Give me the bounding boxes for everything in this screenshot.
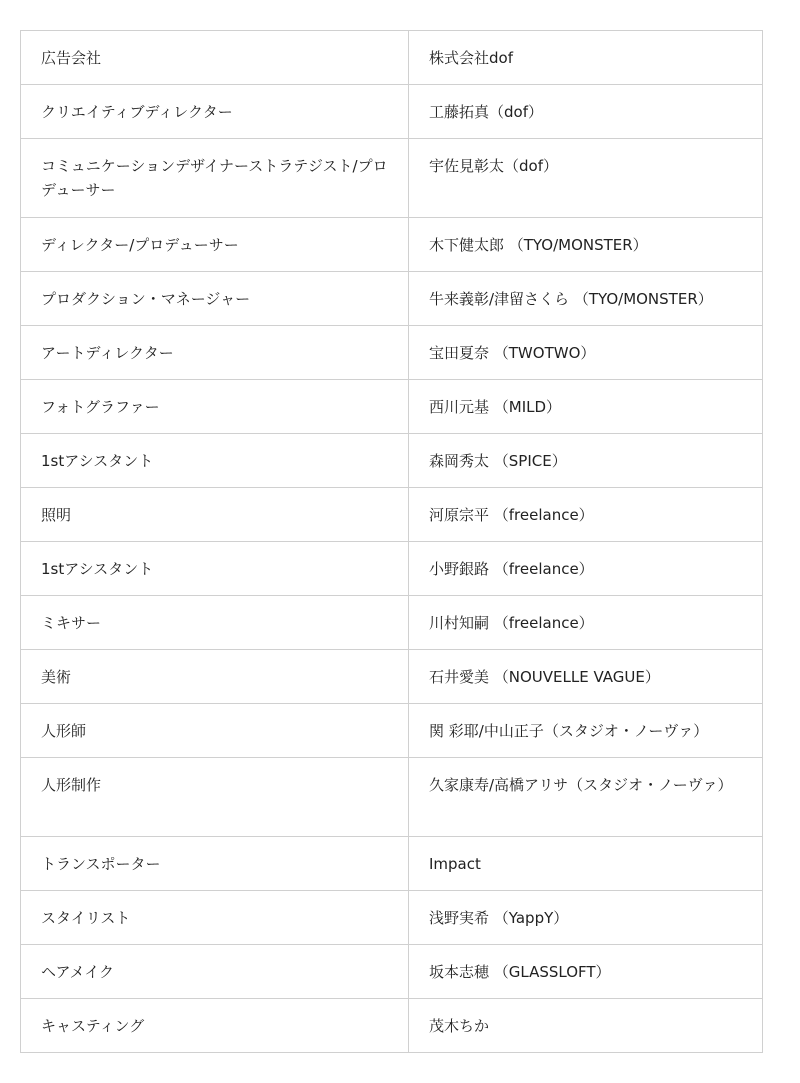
credit-name: 森岡秀太 （SPICE） xyxy=(409,434,763,488)
table-row xyxy=(21,139,763,218)
credit-role: キャスティング xyxy=(21,999,409,1053)
credit-name: 小野銀路 （freelance） xyxy=(409,542,763,596)
table-row xyxy=(21,945,763,999)
credit-role: ミキサー xyxy=(21,596,409,650)
table-row xyxy=(21,891,763,945)
credit-name: 宇佐見彰太（dof） xyxy=(409,139,763,218)
credit-role: 1stアシスタント xyxy=(21,542,409,596)
credit-role: クリエイティブディレクター xyxy=(21,85,409,139)
table-row xyxy=(21,380,763,434)
credit-role: スタイリスト xyxy=(21,891,409,945)
table-row xyxy=(21,272,763,326)
credit-name: Impact xyxy=(409,837,763,891)
credit-role: 美術 xyxy=(21,650,409,704)
credit-name: 久家康寿/高橋アリサ（スタジオ・ノーヴァ） xyxy=(409,758,763,837)
credit-role: フォトグラファー xyxy=(21,380,409,434)
credit-name: 浅野実希 （YappY） xyxy=(409,891,763,945)
table-row xyxy=(21,999,763,1053)
credit-role: アートディレクター xyxy=(21,326,409,380)
credit-name: 関 彩耶/中山正子（スタジオ・ノーヴァ） xyxy=(409,704,763,758)
credit-role: コミュニケーションデザイナーストラテジスト/プロデューサー xyxy=(21,139,409,218)
credit-role: 人形制作 xyxy=(21,758,409,837)
credit-name: 牛来義彰/津留さくら （TYO/MONSTER） xyxy=(409,272,763,326)
credit-role: 広告会社 xyxy=(21,31,409,85)
credit-name: 河原宗平 （freelance） xyxy=(409,488,763,542)
table-row xyxy=(21,488,763,542)
credit-name: 坂本志穂 （GLASSLOFT） xyxy=(409,945,763,999)
table-row xyxy=(21,596,763,650)
credit-name: 西川元基 （MILD） xyxy=(409,380,763,434)
table-row xyxy=(21,218,763,272)
credit-name: 茂木ちか xyxy=(409,999,763,1053)
credit-role: 照明 xyxy=(21,488,409,542)
credit-name: 宝田夏奈 （TWOTWO） xyxy=(409,326,763,380)
credit-role: プロダクション・マネージャー xyxy=(21,272,409,326)
table-row xyxy=(21,837,763,891)
credits-table xyxy=(20,30,763,1053)
credit-role: トランスポーター xyxy=(21,837,409,891)
table-row xyxy=(21,85,763,139)
credit-role: ヘアメイク xyxy=(21,945,409,999)
credit-role: ディレクター/プロデューサー xyxy=(21,218,409,272)
table-row xyxy=(21,326,763,380)
credit-name: 工藤拓真（dof） xyxy=(409,85,763,139)
table-row xyxy=(21,758,763,837)
table-row xyxy=(21,542,763,596)
credit-role: 1stアシスタント xyxy=(21,434,409,488)
credit-role: 人形師 xyxy=(21,704,409,758)
table-row xyxy=(21,650,763,704)
credit-name: 木下健太郎 （TYO/MONSTER） xyxy=(409,218,763,272)
table-row xyxy=(21,704,763,758)
table-row xyxy=(21,434,763,488)
credit-name: 川村知嗣 （freelance） xyxy=(409,596,763,650)
credit-name: 株式会社dof xyxy=(409,31,763,85)
table-row xyxy=(21,31,763,85)
credit-name: 石井愛美 （NOUVELLE VAGUE） xyxy=(409,650,763,704)
